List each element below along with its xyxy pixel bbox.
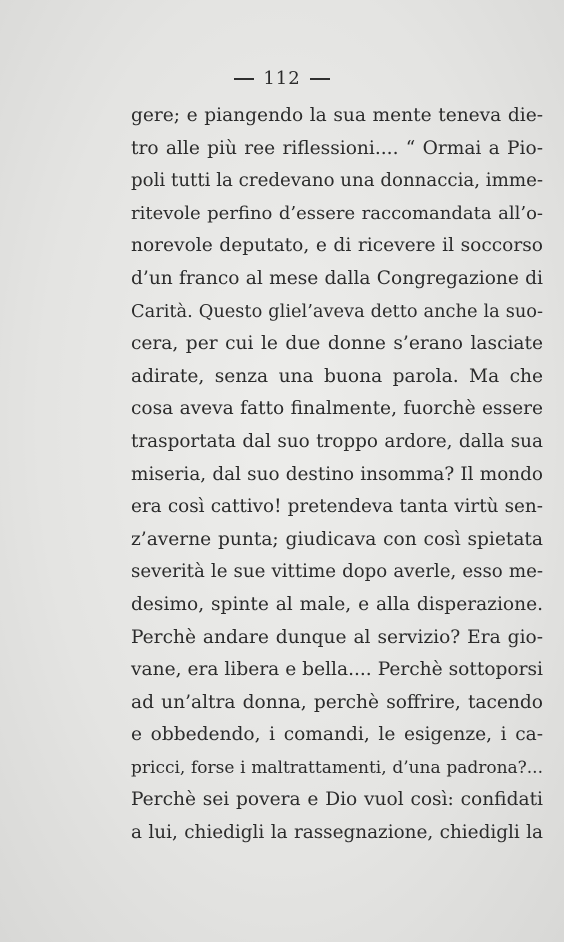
text-line: miseria, dal suo destino insomma? Il mondo — [131, 463, 543, 485]
text-line: desimo, spinte al male, e alla disperazione. — [131, 593, 543, 615]
text-line: Carità. Questo gliel’aveva detto anche la suo- — [131, 300, 543, 322]
text-line: trasportata dal suo troppo ardore, dalla sua — [131, 430, 543, 452]
text-line: Perchè andare dunque al servizio? Era gio- — [131, 626, 543, 648]
text-line: gere; e piangendo la sua mente teneva die- — [131, 105, 543, 126]
text-line: tro alle più ree riflessioni.... “ Ormai a Pio- — [131, 137, 543, 159]
body-text — [131, 100, 543, 850]
text-line: severità le sue vittime dopo averle, esso me- — [131, 561, 543, 583]
page-number: 112 — [263, 68, 301, 89]
text-line: poli tutti la credevano una donnaccia, imme- — [131, 170, 544, 192]
text-line: vane, era libera e bella.... Perchè sottoporsi — [131, 659, 543, 681]
text-line: e obbedendo, i comandi, le esigenze, i ca- — [131, 724, 543, 746]
text-line: norevole deputato, e di ricevere il soccorso — [131, 235, 543, 257]
text-line: z’averne punta; giudicava con così spietata — [131, 528, 543, 550]
text-line: pricci, forse i maltrattamenti, d’una padrona?... — [131, 757, 543, 778]
text-line: ritevole perfino d’essere raccomandata all’o- — [131, 202, 543, 224]
header-dash-left — [234, 78, 254, 80]
text-line: d’un franco al mese dalla Congregazione di — [131, 267, 543, 289]
text-line: cera, per cui le due donne s’erano lasciate — [131, 333, 543, 355]
text-line: adirate, senza una buona parola. Ma che — [131, 365, 543, 387]
text-line: era così cattivo! pretendeva tanta virtù sen- — [131, 496, 543, 518]
page-header — [0, 68, 564, 89]
text-line: a lui, chiedigli la rassegnazione, chiedigli la — [131, 822, 543, 844]
header-dash-right — [310, 78, 330, 80]
text-line: ad un’altra donna, perchè soffrire, tacendo — [131, 691, 543, 713]
text-line: cosa aveva fatto finalmente, fuorchè essere — [131, 398, 543, 420]
text-line: Perchè sei povera e Dio vuol così: confidati — [131, 789, 543, 811]
